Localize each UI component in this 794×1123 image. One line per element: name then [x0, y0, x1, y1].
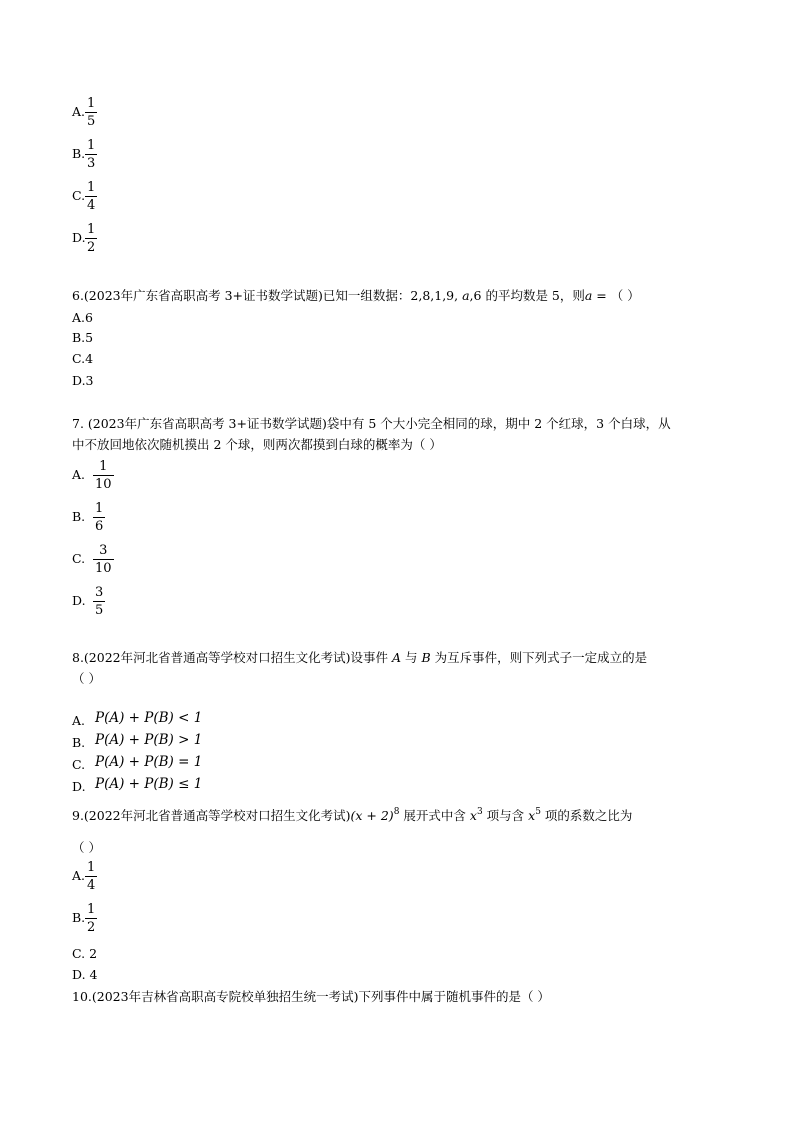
- q6-var-a: a: [462, 288, 470, 303]
- option-letter: A.: [72, 104, 86, 119]
- q6-option-a[interactable]: A.6: [72, 310, 93, 325]
- fraction-denominator: 3: [87, 156, 96, 171]
- q8-option-expr-a[interactable]: P(A) + P(B) < 1: [95, 710, 203, 726]
- q8-var-a: A: [391, 650, 402, 665]
- fraction-numerator: 1: [87, 138, 96, 153]
- fraction-denominator: 5: [87, 114, 96, 129]
- fraction-bar: [93, 517, 105, 518]
- fraction-denominator: 10: [95, 561, 112, 576]
- question-7-stem-line1: 7. (2023年广东省高职高考 3+证书数学试题)袋中有 5 个大小完全相同的球，期中 2 个红球，3 个白球，从: [72, 416, 671, 431]
- fraction: [93, 501, 105, 534]
- q9-mid2: 项与含: [482, 808, 529, 823]
- q6-prefix: 6.(2023年广东省高职高考 3+证书数学试题)已知一组数据：2,8,1,9,: [72, 288, 459, 303]
- q9-mid1: 展开式中含: [399, 808, 470, 823]
- fraction-bar: [93, 601, 105, 602]
- fraction: [85, 902, 97, 935]
- fraction: [93, 585, 105, 618]
- fraction-bar: [85, 918, 97, 919]
- fraction-bar: [85, 196, 97, 197]
- q8-option-letter-a[interactable]: A.: [72, 713, 86, 728]
- fraction: [85, 138, 97, 171]
- fraction: [85, 180, 97, 213]
- q8-option-letter-b[interactable]: B.: [72, 735, 86, 750]
- fraction-numerator: 1: [87, 902, 96, 917]
- option-letter: B.: [72, 146, 86, 161]
- fraction: [93, 543, 114, 576]
- q9-suffix: 项的系数之比为: [540, 808, 633, 823]
- option-letter: D.: [72, 593, 86, 608]
- q9-x3: $x^3$: [469, 807, 483, 823]
- q6-mid: ,6 的平均数是 5，则: [469, 288, 585, 303]
- fraction-denominator: 5: [95, 603, 104, 618]
- q6-option-b[interactable]: B.5: [72, 330, 94, 345]
- question-9-stem: [72, 808, 632, 824]
- q9-option-c[interactable]: C. 2: [72, 946, 98, 961]
- q8-option-expr-c[interactable]: P(A) + P(B) = 1: [95, 754, 203, 770]
- fraction: [85, 222, 97, 255]
- q9-x5: $x^5$: [528, 807, 541, 823]
- question-7-stem-line2: 中不放回地依次随机摸出 2 个球，则两次都摸到白球的概率为（ ）: [72, 437, 442, 452]
- fraction-bar: [93, 475, 114, 476]
- fraction-denominator: 4: [87, 878, 96, 893]
- option-letter: B.: [72, 910, 86, 925]
- fraction-bar: [93, 559, 114, 560]
- fraction-denominator: 2: [87, 240, 96, 255]
- question-6-stem: [72, 288, 640, 304]
- fraction-numerator: 1: [87, 96, 96, 111]
- fraction-bar: [85, 238, 97, 239]
- q9-option-d[interactable]: D. 4: [72, 967, 98, 982]
- q6-suffix: = （ ）: [592, 288, 640, 303]
- fraction-numerator: 1: [87, 860, 96, 875]
- q8-and: 与: [405, 650, 418, 665]
- fraction-numerator: 1: [99, 459, 108, 474]
- fraction-numerator: 1: [87, 180, 96, 195]
- fraction-bar: [85, 154, 97, 155]
- fraction-denominator: 6: [95, 519, 104, 534]
- option-letter: C.: [72, 551, 86, 566]
- q9-expr: $(x + 2)^8$: [350, 807, 400, 823]
- fraction: [93, 459, 114, 492]
- q6-option-c[interactable]: C.4: [72, 351, 94, 366]
- fraction-numerator: 1: [95, 501, 104, 516]
- q8-option-expr-d[interactable]: P(A) + P(B) ≤ 1: [95, 776, 203, 792]
- q8-paren: （ ）: [72, 671, 101, 686]
- option-letter: A.: [72, 467, 86, 482]
- q9-prefix: 9.(2022年河北省普通高等学校对口招生文化考试): [72, 808, 351, 823]
- question-8-stem: [72, 650, 647, 666]
- fraction-denominator: 2: [87, 920, 96, 935]
- fraction-bar: [85, 112, 97, 113]
- fraction-denominator: 4: [87, 198, 96, 213]
- q8-option-expr-b[interactable]: P(A) + P(B) > 1: [95, 732, 203, 748]
- option-letter: C.: [72, 188, 86, 203]
- question-10-stem: 10.(2023年吉林省高职高专院校单独招生统一考试)下列事件中属于随机事件的是（ ）: [72, 989, 550, 1004]
- fraction-numerator: 3: [95, 585, 104, 600]
- fraction-bar: [85, 876, 97, 877]
- fraction-numerator: 3: [99, 543, 108, 558]
- option-letter: D.: [72, 230, 86, 245]
- q6-option-d[interactable]: D.3: [72, 373, 94, 388]
- q8-var-b: B: [421, 650, 431, 665]
- q9-paren: （ ）: [72, 840, 101, 855]
- q6-var-a2: a: [584, 288, 593, 303]
- option-letter: A.: [72, 868, 86, 883]
- q8-option-letter-d[interactable]: D.: [72, 779, 86, 794]
- fraction-numerator: 1: [87, 222, 96, 237]
- q8-suffix: 为互斥事件，则下列式子一定成立的是: [434, 650, 648, 665]
- fraction-denominator: 10: [95, 477, 112, 492]
- fraction: [85, 96, 97, 129]
- q8-prefix: 8.(2022年河北省普通高等学校对口招生文化考试)设事件: [72, 650, 388, 665]
- option-letter: B.: [72, 509, 86, 524]
- q8-option-letter-c[interactable]: C.: [72, 757, 86, 772]
- fraction: [85, 860, 97, 893]
